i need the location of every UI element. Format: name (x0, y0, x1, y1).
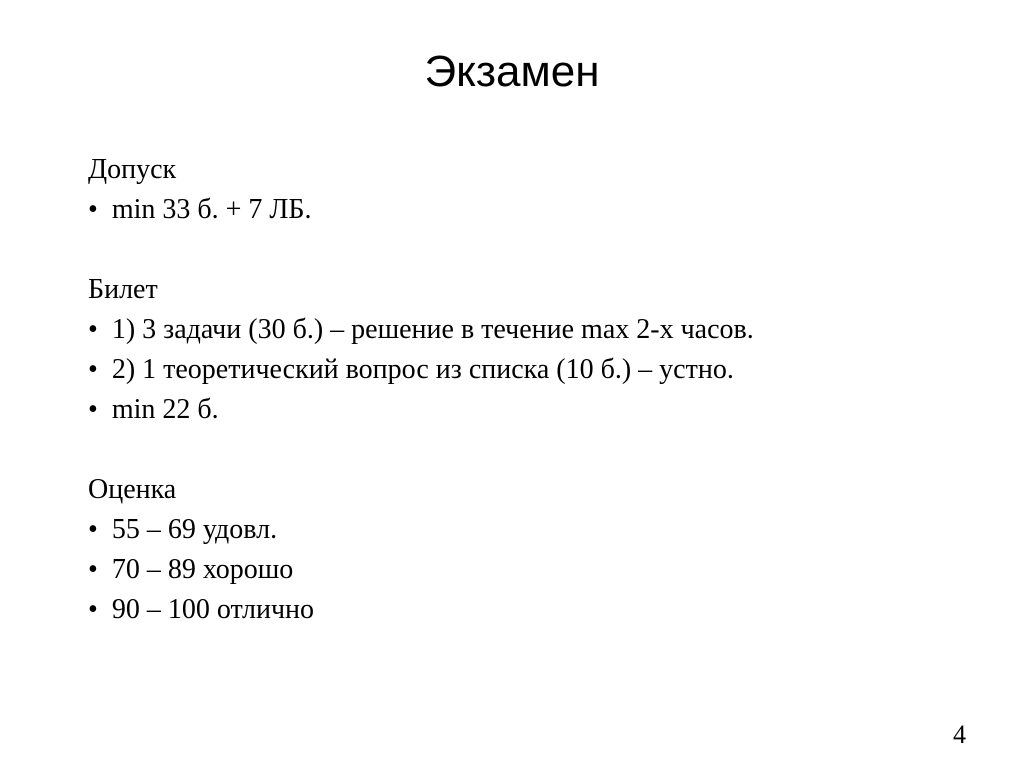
bullet-mark: • (88, 594, 105, 625)
section-admission (88, 150, 968, 230)
bullet-item (88, 350, 968, 390)
bullet-item (88, 550, 968, 590)
bullet-text: 2) 1 теоретический вопрос из списка (10 б.) – устно. (111, 354, 734, 385)
section-heading: Оценка (88, 474, 177, 505)
bullet-mark: • (88, 394, 105, 425)
slide-title: Экзамен (424, 47, 600, 96)
bullet-item (88, 590, 968, 630)
slide-content (88, 150, 968, 670)
bullet-text: 1) 3 задачи (30 б.) – решение в течение max 2-х часов. (111, 314, 754, 345)
bullet-text: 55 – 69 удовл. (111, 514, 278, 545)
bullet-mark: • (88, 194, 105, 225)
bullet-item (88, 310, 968, 350)
bullet-mark: • (88, 354, 105, 385)
bullet-item (88, 390, 968, 430)
section-heading: Билет (88, 274, 158, 305)
section-grade (88, 470, 968, 630)
section-heading: Допуск (88, 154, 177, 185)
bullet-item (88, 510, 968, 550)
bullet-mark: • (88, 554, 105, 585)
section-ticket (88, 270, 968, 430)
bullet-text: 90 – 100 отлично (111, 594, 315, 625)
bullet-mark: • (88, 314, 105, 345)
bullet-mark: • (88, 514, 105, 545)
page-number: 4 (953, 720, 966, 749)
bullet-item (88, 190, 968, 230)
bullet-text: min 22 б. (111, 394, 219, 425)
bullet-text: min 33 б. + 7 ЛБ. (111, 194, 312, 225)
bullet-text: 70 – 89 хорошо (111, 554, 294, 585)
